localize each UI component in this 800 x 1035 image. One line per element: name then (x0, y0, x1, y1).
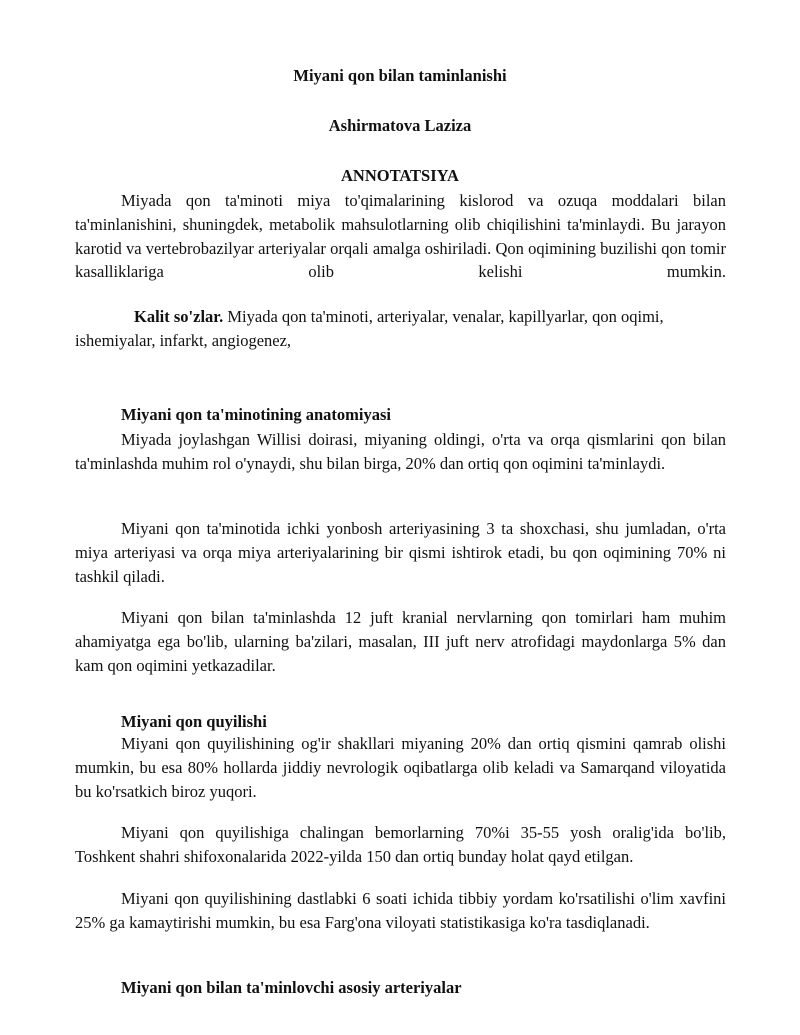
abstract-heading: ANNOTATSIYA (341, 166, 459, 185)
abstract-paragraph: Miyada qon ta'minoti miya to'qimalarining kislorod va ozuqa moddalari bilan ta'minlanishini, shuningdek, metabolik mahsulotlarning olib chiqilishini ta'minlaydi. Bu jarayon karotid va vertebrobazilyar arteriyalar orqali amalga oshiriladi. Qon oqimining buzilishi qon tomir kasalliklariga olib kelishi mumkin. (75, 191, 726, 282)
section2-paragraph-3: Miyani qon quyilishining dastlabki 6 soati ichida tibbiy yordam ko'rsatilishi o'lim xavfini 25% ga kamaytirishi mumkin, bu esa Farg'ona viloyati statistikasiga ko'ra tasdiqlanadi. (75, 889, 726, 932)
author-name: Ashirmatova Laziza (328, 116, 472, 135)
section-heading-anatomy: Miyani qon ta'minotining anatomiyasi (121, 405, 392, 424)
section2-paragraph-2: Miyani qon quyilishiga chalingan bemorlarning 70%i 35-55 yosh oralig'ida bo'lib, Toshkent shahri shifoxonalarida 2022-yilda 150 dan ortiq bunday holat qayd etilgan. (75, 823, 726, 866)
section1-paragraph-1: Miyada joylashgan Willisi doirasi, miyaning oldingi, o'rta va orqa qismlarini qon bilan ta'minlashda muhim rol o'ynaydi, shu bilan birga, 20% dan ortiq qon oqimini ta'minlaydi. (75, 430, 726, 473)
keywords-label: Kalit so'zlar. (134, 307, 224, 326)
section-heading-arteries: Miyani qon bilan ta'minlovchi asosiy arteriyalar (121, 978, 462, 997)
section-heading-hemorrhage: Miyani qon quyilishi (121, 712, 267, 731)
keywords-paragraph (75, 305, 726, 353)
document-title: Miyani qon bilan taminlanishi (293, 66, 507, 85)
section1-paragraph-3: Miyani qon bilan ta'minlashda 12 juft kranial nervlarning qon tomirlari ham muhim ahamiyatga ega bo'lib, ularning ba'zilari, masalan, III juft nerv atrofidagi maydonlarga 5% dan kam qon oqimini yetkazadilar. (75, 608, 726, 675)
keywords-text: Miyada qon ta'minoti, arteriyalar, venalar, kapillyarlar, qon oqimi, ishemiyalar, infarkt, angiogenez, (75, 307, 664, 350)
section2-paragraph-1: Miyani qon quyilishining og'ir shakllari miyaning 20% dan ortiq qismini qamrab olishi mumkin, bu esa 80% hollarda jiddiy nevrologik oqibatlarga olib keladi va Samarqand viloyatida bu ko'rsatkich biroz yuqori. (75, 734, 726, 801)
section1-paragraph-2: Miyani qon ta'minotida ichki yonbosh arteriyasining 3 ta shoxchasi, shu jumladan, o'rta miya arteriyasi va orqa miya arteriyalarining bir qismi ishtirok etadi, bu qon oqimining 70% ni tashkil qiladi. (75, 519, 726, 586)
